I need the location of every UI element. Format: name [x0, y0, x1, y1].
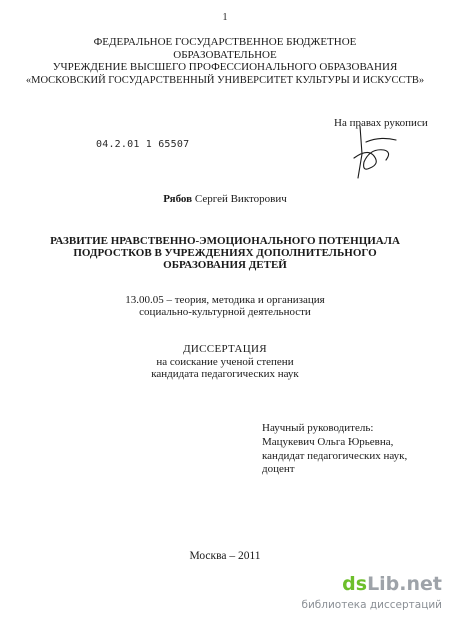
degree-line-2: кандидата педагогических наук — [151, 368, 299, 380]
city-year: Москва – 2011 — [189, 550, 261, 562]
watermark-brand — [342, 573, 442, 595]
organization-line-2: ОБРАЗОВАТЕЛЬНОЕ — [173, 49, 277, 61]
dissertation-title-line-3: ОБРАЗОВАНИЯ ДЕТЕЙ — [163, 259, 287, 271]
organization-line-1: ФЕДЕРАЛЬНОЕ ГОСУДАРСТВЕННОЕ БЮДЖЕТНОЕ — [93, 36, 357, 48]
specialty-line-2: социально-культурной деятельности — [139, 306, 311, 318]
watermark-brand-green: ds — [342, 573, 368, 595]
dslib-watermark[interactable] — [300, 573, 450, 617]
dissertation-title-line-1: РАЗВИТИЕ НРАВСТВЕННО-ЭМОЦИОНАЛЬНОГО ПОТЕНЦИАЛА — [50, 235, 400, 247]
page-number: 1 — [222, 12, 228, 23]
author-surname: Рябов — [163, 193, 193, 205]
author-name — [0, 193, 450, 205]
organization-line-4: «МОСКОВСКИЙ ГОСУДАРСТВЕННЫЙ УНИВЕРСИТЕТ КУЛЬТУРЫ И ИСКУССТВ» — [25, 75, 425, 86]
advisor-title: доцент — [262, 463, 295, 475]
organization-line-3: УЧРЕЖДЕНИЕ ВЫСШЕГО ПРОФЕССИОНАЛЬНОГО ОБРАЗОВАНИЯ — [52, 61, 398, 73]
advisor-heading: Научный руководитель: — [262, 422, 374, 434]
author-given-names: Сергей Викторович — [192, 193, 287, 205]
rights-note: На правах рукописи — [334, 117, 428, 129]
watermark-subtitle: библиотека диссертаций — [301, 599, 442, 611]
specialty-line-1: 13.00.05 – теория, методика и организация — [125, 294, 325, 306]
registration-stamp-number: 04.2.01 1 65507 — [96, 139, 190, 150]
degree-line-1: на соискание ученой степени — [156, 356, 294, 368]
watermark-brand-gray: Lib.net — [367, 573, 442, 595]
document-type: ДИССЕРТАЦИЯ — [183, 343, 267, 355]
advisor-name: Мацукевич Ольга Юрьевна, — [262, 436, 394, 448]
dissertation-title-line-2: ПОДРОСТКОВ В УЧРЕЖДЕНИЯХ ДОПОЛНИТЕЛЬНОГО — [73, 247, 377, 259]
advisor-degree: кандидат педагогических наук, — [262, 450, 408, 462]
signature-image — [340, 118, 410, 188]
